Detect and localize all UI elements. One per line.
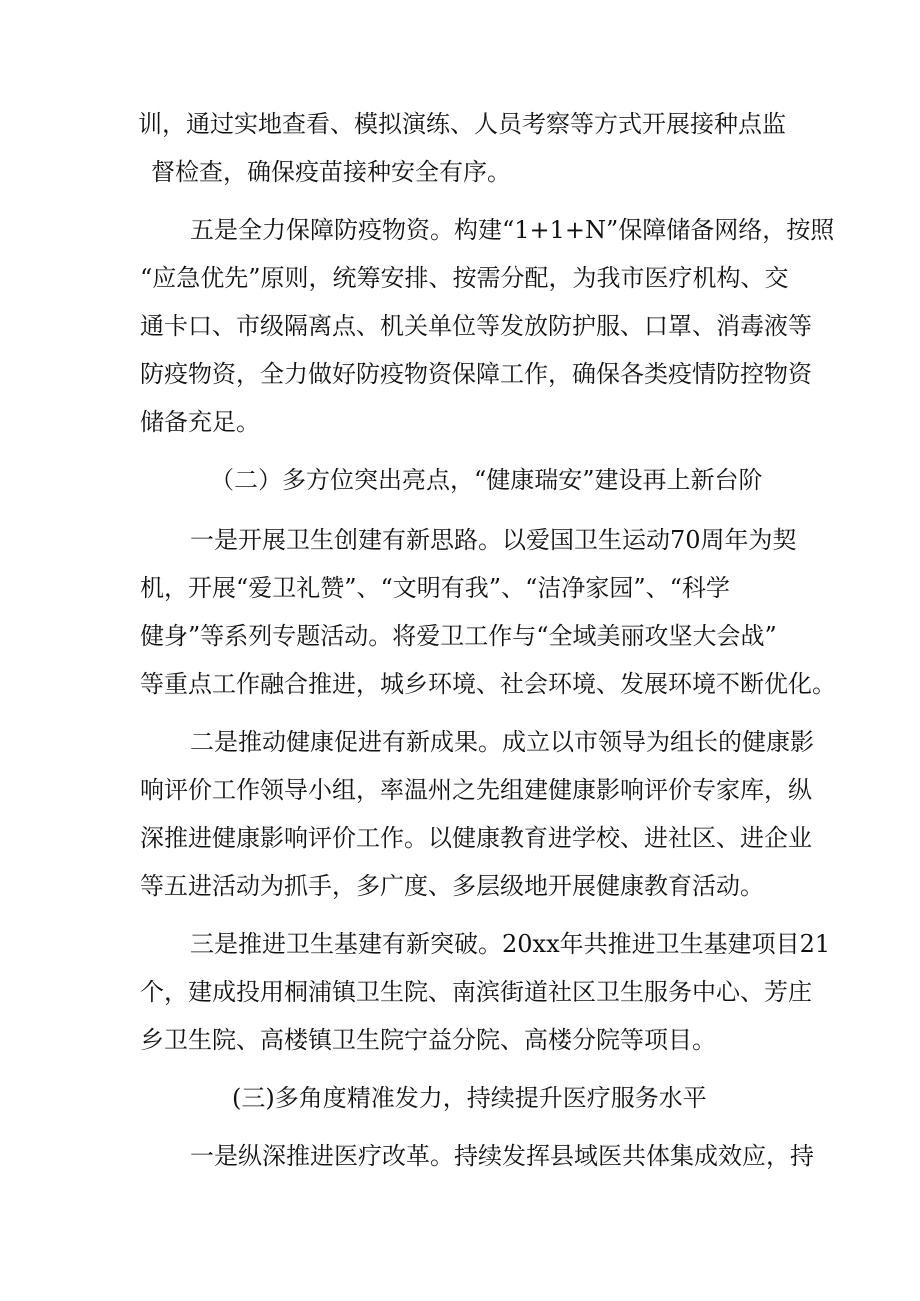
paragraph-text: 一是开展卫生创建有新思路。以爱国卫生运动70周年为契 [190, 526, 797, 554]
text-line-6 [0, 354, 920, 394]
paragraph-text: 督检查，确保疫苗接种安全有序。 [151, 158, 511, 186]
paragraph-text: 机，开展“爱卫礼赞”、“文明有我”、“洁净家园”、“科学 [140, 574, 730, 602]
paragraph-text: 五是全力保障防疫物资。构建“1+1+N”保障储备网络，按照 [190, 216, 835, 244]
text-line-12 [0, 664, 920, 704]
text-line-15 [0, 818, 920, 858]
text-line-10 [0, 568, 920, 608]
text-line-1 [0, 104, 920, 144]
paragraph-text: 一是纵深推进医疗改革。持续发挥县域医共体集成效应，持 [190, 1142, 814, 1170]
text-line-4 [0, 258, 920, 298]
paragraph-text: 深推进健康影响评价工作。以健康教育进学校、进社区、进企业 [140, 824, 812, 852]
paragraph-text: “应急优先”原则，统筹安排、按需分配，为我市医疗机构、交 [140, 264, 789, 292]
paragraph-text: 防疫物资，全力做好防疫物资保障工作，确保各类疫情防控物资 [140, 360, 812, 388]
paragraph-text: 二是推动健康促进有新成果。成立以市领导为组长的健康影 [190, 728, 814, 756]
text-line-3 [0, 210, 920, 250]
text-line-9 [0, 520, 920, 560]
section-heading-2 [0, 460, 920, 500]
text-line-17 [0, 924, 920, 964]
paragraph-text: 个，建成投用桐浦镇卫生院、南滨街道社区卫生服务中心、芳庄 [140, 978, 812, 1006]
paragraph-text: 健身”等系列专题活动。将爱卫工作与“全域美丽攻坚大会战” [140, 622, 777, 650]
text-line-5 [0, 306, 920, 346]
paragraph-text: 三是推进卫生基建有新突破。20xx年共推进卫生基建项目21 [190, 930, 831, 958]
paragraph-text: 储备充足。 [140, 408, 260, 436]
text-line-13 [0, 722, 920, 762]
text-line-14 [0, 770, 920, 810]
text-line-11 [0, 616, 920, 656]
text-line-7 [0, 402, 920, 442]
paragraph-text: 通卡口、市级隔离点、机关单位等发放防护服、口罩、消毒液等 [140, 312, 812, 340]
paragraph-text: 响评价工作领导小组，率温州之先组建健康影响评价专家库，纵 [140, 776, 812, 804]
paragraph-text: 训，通过实地查看、模拟演练、人员考察等方式开展接种点监 [138, 110, 786, 138]
text-line-2 [0, 152, 920, 192]
text-line-19 [0, 1020, 920, 1060]
text-line-18 [0, 972, 920, 1012]
section-heading-text: （二）多方位突出亮点，“健康瑞安”建设再上新台阶 [210, 466, 763, 494]
paragraph-text: 等重点工作融合推进，城乡环境、社会环境、发展环境不断优化。 [140, 670, 836, 698]
text-line-16 [0, 866, 920, 906]
paragraph-text: 等五进活动为抓手，多广度、多层级地开展健康教育活动。 [140, 872, 764, 900]
section-heading-text: (三)多角度精准发力，持续提升医疗服务水平 [232, 1084, 707, 1112]
text-line-21 [0, 1136, 920, 1176]
paragraph-text: 乡卫生院、高楼镇卫生院宁益分院、高楼分院等项目。 [140, 1026, 716, 1054]
section-heading-3 [0, 1078, 920, 1118]
